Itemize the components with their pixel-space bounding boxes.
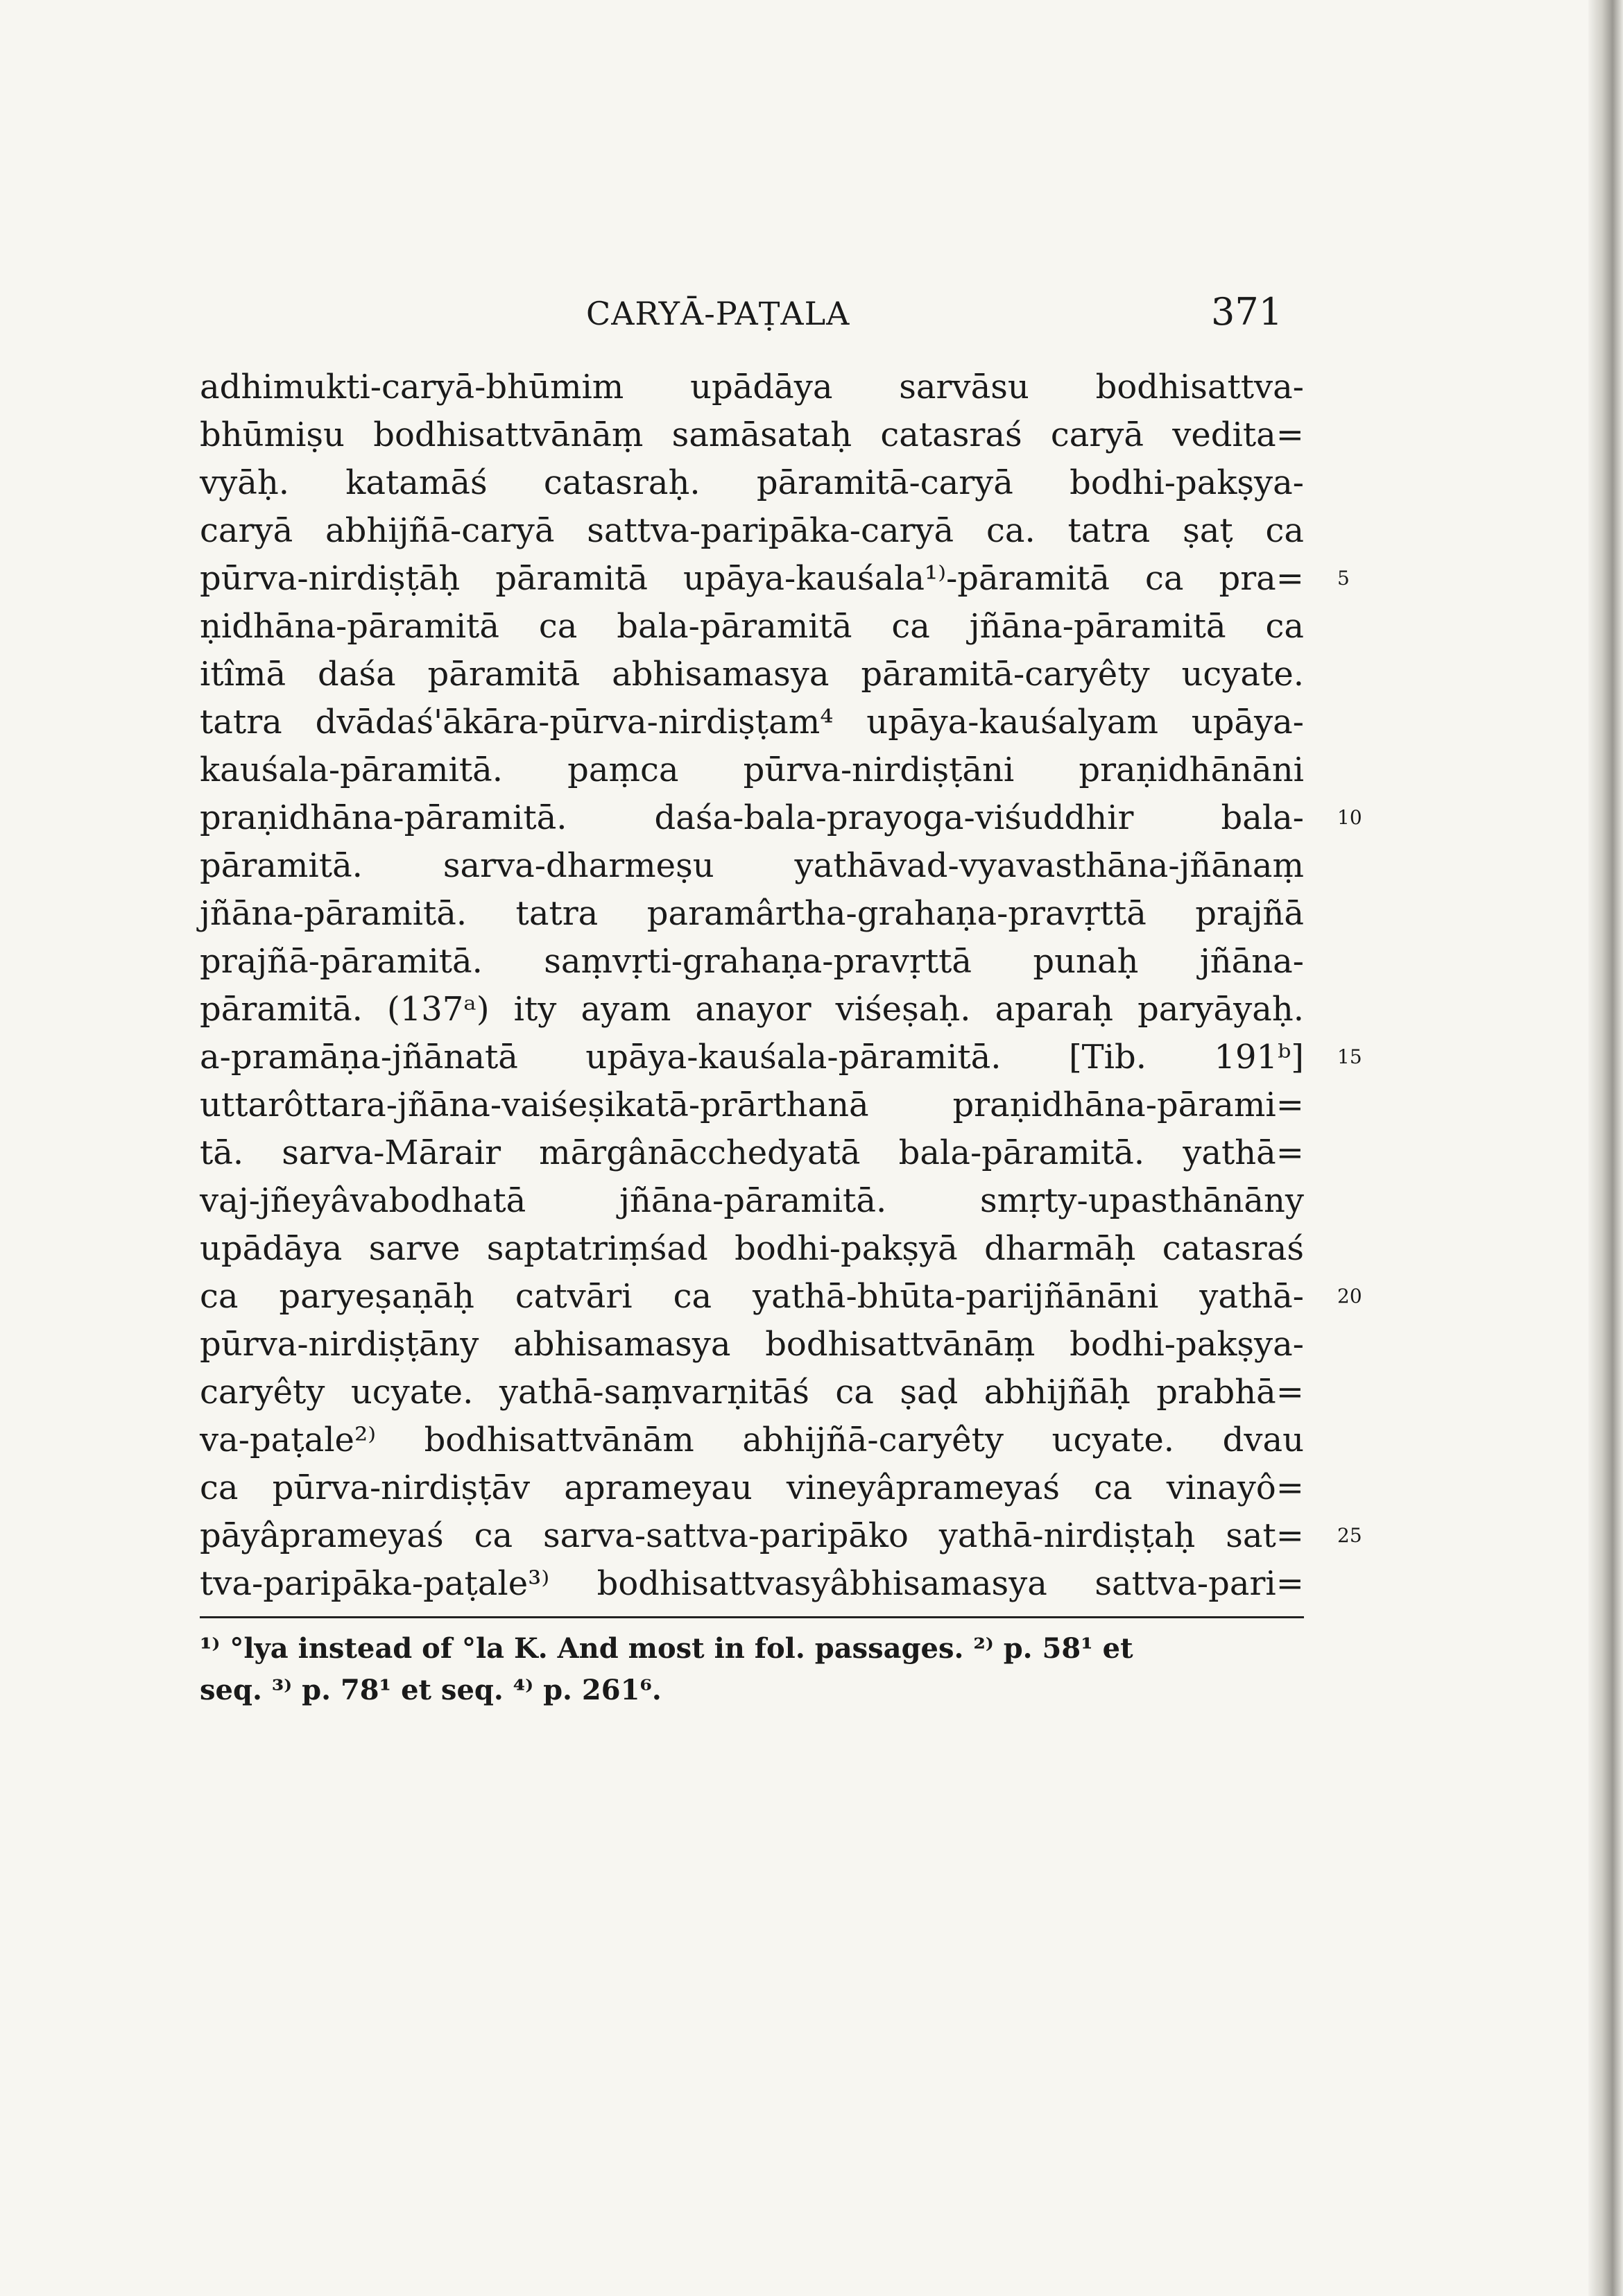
line-number: 25 — [1337, 1524, 1362, 1547]
text-line: tatra dvādaś'ākāra-pūrva-nirdiṣṭam⁴ upāya-kauśalyam upāya- — [200, 703, 1304, 742]
text-line: ṇidhāna-pāramitā ca bala-pāramitā ca jñāna-pāramitā ca — [200, 607, 1304, 646]
text-line: jñāna-pāramitā. tatra paramârtha-grahaṇa-pravṛttā prajñā — [200, 894, 1304, 933]
text-line: kauśala-pāramitā. paṃca pūrva-nirdiṣṭāni praṇidhānāni — [200, 751, 1304, 789]
text-line: vaj-jñeyâvabodhatā jñāna-pāramitā. smṛty-upasthānāny — [200, 1181, 1304, 1220]
text-line: ca pūrva-nirdiṣṭāv aprameyau vineyâprameyaś ca vinayô= — [200, 1468, 1304, 1507]
text-line: pāyâprameyaś ca sarva-sattva-paripāko yathā-nirdiṣṭaḥ sat= — [200, 1516, 1304, 1555]
text-line: uttarôttara-jñāna-vaiśeṣikatā-prārthanā praṇidhāna-pārami= — [200, 1086, 1304, 1124]
text-line: caryêty ucyate. yathā-saṃvarṇitāś ca ṣaḍ abhijñāḥ prabhā= — [200, 1373, 1304, 1412]
running-title: CARYĀ-PAṬALA — [586, 295, 850, 332]
footnote-rule — [200, 1616, 1304, 1618]
text-line: pāramitā. (137ᵃ) ity ayam anayor viśeṣaḥ. aparaḥ paryāyaḥ. — [200, 990, 1304, 1029]
text-line: bhūmiṣu bodhisattvānāṃ samāsataḥ catasraś caryā vedita= — [200, 415, 1304, 454]
line-number: 5 — [1337, 567, 1350, 590]
line-number: 10 — [1337, 806, 1362, 829]
text-line: praṇidhāna-pāramitā. daśa-bala-prayoga-viśuddhir bala- — [200, 798, 1304, 837]
text-line: tā. sarva-Mārair mārgânācchedyatā bala-pāramitā. yathā= — [200, 1133, 1304, 1172]
text-line: ca paryeṣaṇāḥ catvāri ca yathā-bhūta-parijñānāni yathā- — [200, 1277, 1304, 1316]
footnote-line: seq. ³⁾ p. 78¹ et seq. ⁴⁾ p. 261⁶. — [200, 1674, 662, 1706]
text-line: prajñā-pāramitā. saṃvṛti-grahaṇa-pravṛttā punaḥ jñāna- — [200, 942, 1304, 981]
page-number: 371 — [1211, 290, 1283, 334]
text-line: vyāḥ. katamāś catasraḥ. pāramitā-caryā bodhi-pakṣya- — [200, 463, 1304, 502]
text-line: va-paṭale²⁾ bodhisattvānām abhijñā-caryêty ucyate. dvau — [200, 1421, 1304, 1459]
line-number: 15 — [1337, 1045, 1362, 1068]
line-number: 20 — [1337, 1285, 1362, 1308]
page-spine-shadow — [1588, 0, 1623, 2296]
text-line: pūrva-nirdiṣṭāḥ pāramitā upāya-kauśala¹⁾-pāramitā ca pra= — [200, 559, 1304, 598]
text-line: adhimukti-caryā-bhūmim upādāya sarvāsu bodhisattva- — [200, 368, 1304, 406]
text-line: tva-paripāka-paṭale³⁾ bodhisattvasyâbhisamasya sattva-pari= — [200, 1564, 1304, 1603]
text-line: caryā abhijñā-caryā sattva-paripāka-caryā ca. tatra ṣaṭ ca — [200, 511, 1304, 550]
text-line: pūrva-nirdiṣṭāny abhisamasya bodhisattvānāṃ bodhi-pakṣya- — [200, 1325, 1304, 1364]
text-line: upādāya sarve saptatriṃśad bodhi-pakṣyā dharmāḥ catasraś — [200, 1229, 1304, 1268]
footnote-line: ¹⁾ °lya instead of °la K. And most in fol. passages. ²⁾ p. 58¹ et — [200, 1632, 1133, 1665]
text-line: a-pramāṇa-jñānatā upāya-kauśala-pāramitā. [Tib. 191ᵇ] — [200, 1038, 1304, 1077]
text-line: pāramitā. sarva-dharmeṣu yathāvad-vyavasthāna-jñānaṃ — [200, 846, 1304, 885]
text-line: itîmā daśa pāramitā abhisamasya pāramitā-caryêty ucyate. — [200, 655, 1304, 694]
